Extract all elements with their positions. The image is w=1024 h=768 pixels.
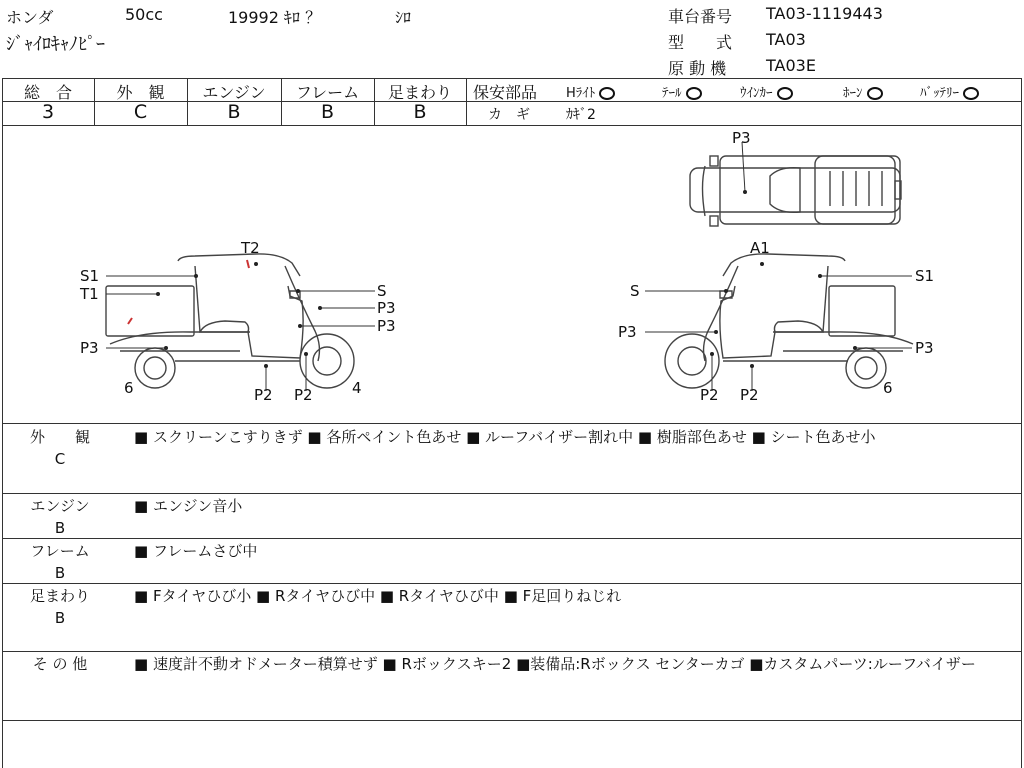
- label-S1-left: S1: [80, 267, 100, 285]
- label-P3-left-1: P3: [377, 299, 396, 317]
- section-exterior-label: 外 観 C: [29, 428, 90, 468]
- section-suspension-text: ■ Fタイヤひび小 ■ Rタイヤひび中 ■ Rタイヤひび中 ■ F足回りねじれ: [134, 587, 622, 605]
- section-other-text: ■ 速度計不動オドメーター積算せず ■ Rボックスキー2 ■装備品:Rボックス センターカゴ ■カスタムパーツ:ルーフバイザー: [134, 655, 976, 673]
- model-name: ｼﾞｬｲﾛｷｬﾉﾋﾟｰ: [6, 34, 105, 55]
- label-P2-left-1: P2: [254, 386, 273, 404]
- frame-value: B: [320, 101, 335, 123]
- label-P3-top: P3: [732, 129, 751, 147]
- ok-circle-icon: [777, 87, 793, 100]
- label-P2-right-2: P2: [740, 386, 759, 404]
- label-P2-left-2: P2: [294, 386, 313, 404]
- exterior-label: 外 観: [116, 83, 165, 102]
- label-6-left: 6: [124, 379, 134, 397]
- label-P3-right-2: P3: [915, 339, 934, 357]
- safety-label: 保安部品: [473, 83, 538, 102]
- label-T2: T2: [241, 239, 260, 257]
- displacement: 50cc: [125, 5, 163, 24]
- section-exterior-text: ■ スクリーンこすりきず ■ 各所ペイント色あせ ■ ルーフバイザー割れ中 ■ 樹脂部色あせ ■ シート色あせ小: [134, 428, 876, 446]
- ok-circle-icon: [867, 87, 883, 100]
- label-A1: A1: [750, 239, 770, 257]
- label-S-right: S: [630, 282, 640, 300]
- safety-item-headlight: Hﾗｲﾄ: [566, 82, 615, 101]
- section-engine-text: ■ エンジン音小: [134, 497, 243, 515]
- safety-item-horn: ﾎｰﾝ: [843, 82, 883, 101]
- label-6-right: 6: [883, 379, 893, 397]
- type-value: TA03: [766, 30, 806, 49]
- safety-item-battery: ﾊﾞｯﾃﾘｰ: [920, 82, 979, 101]
- frame-label: フレーム: [295, 83, 360, 102]
- engine-model-label: 原 動 機: [668, 59, 727, 78]
- chassis-label: 車台番号: [668, 7, 733, 26]
- chassis-value: TA03-1119443: [766, 4, 883, 23]
- engine-grade-label: エンジン: [202, 83, 266, 102]
- section-frame-text: ■ フレームさび中: [134, 542, 258, 560]
- mileage: 19992 ｷﾛ ？: [228, 8, 322, 27]
- key-label: カ ギ: [488, 107, 530, 123]
- safety-item-winker: ｳｲﾝｶｰ: [740, 82, 793, 101]
- section-frame-label: フレーム B: [30, 542, 90, 582]
- engine-model-value: TA03E: [766, 56, 816, 75]
- label-P3-left-2: P3: [377, 317, 396, 335]
- safety-item-tail: ﾃｰﾙ: [662, 82, 702, 101]
- label-S1-right: S1: [915, 267, 935, 285]
- label-S-left: S: [377, 282, 387, 300]
- ok-circle-icon: [599, 87, 615, 100]
- maker: ホンダ: [6, 8, 54, 27]
- section-suspension-label: 足まわり B: [29, 587, 90, 627]
- key-value: ｶｷﾞ2: [566, 107, 596, 123]
- ok-circle-icon: [686, 87, 702, 100]
- label-T1: T1: [80, 285, 99, 303]
- ok-circle-icon: [963, 87, 979, 100]
- section-other-label: そ の 他: [32, 655, 88, 673]
- label-P3-left-3: P3: [80, 339, 99, 357]
- section-engine-label: エンジン B: [30, 497, 90, 537]
- label-4-left: 4: [352, 379, 362, 397]
- type-label: 型 式: [668, 33, 733, 52]
- label-P3-right-1: P3: [618, 323, 637, 341]
- scooter-damage-diagram: [0, 126, 1024, 424]
- overall-label: 総 合: [23, 83, 72, 102]
- engine-grade-value: B: [227, 101, 241, 123]
- label-P2-right-1: P2: [700, 386, 719, 404]
- color: ｼﾛ: [395, 8, 412, 27]
- overall-value: 3: [41, 101, 55, 123]
- exterior-value: C: [133, 101, 148, 123]
- suspension-label: 足まわり: [387, 83, 452, 102]
- suspension-value: B: [413, 101, 427, 123]
